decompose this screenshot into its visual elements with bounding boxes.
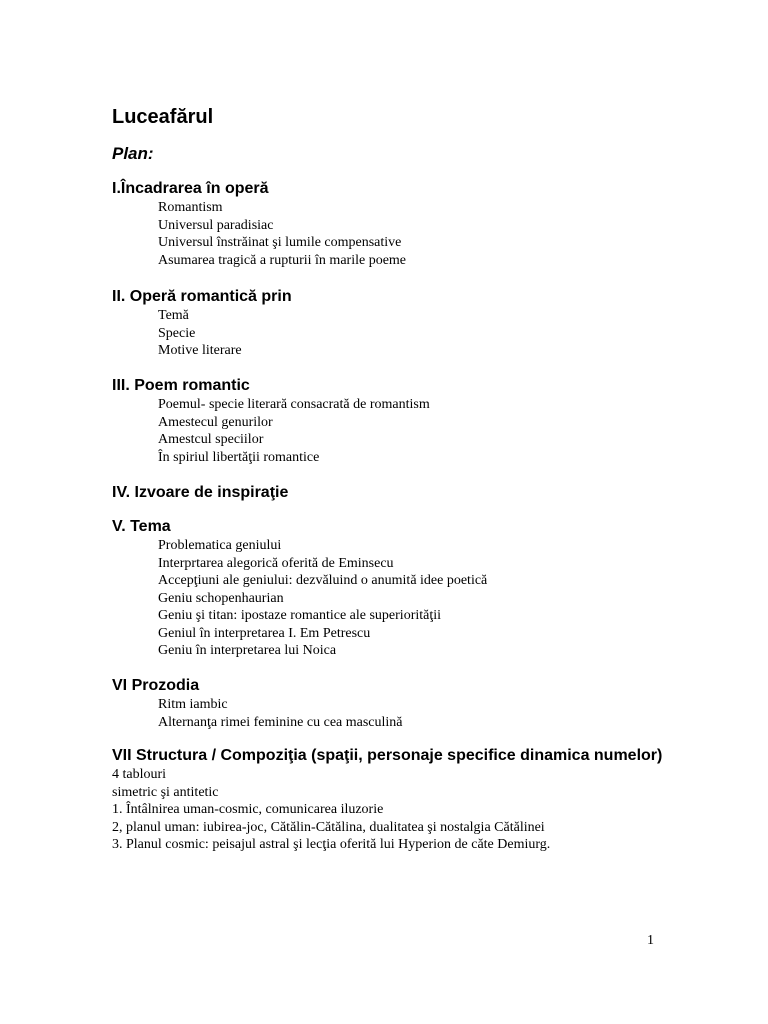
section-incadrarea: [112, 178, 672, 269]
section-tema: [112, 516, 672, 660]
section-heading: VII Structura / Compoziţia (spaţii, personaje specifice dinamica numelor): [112, 747, 663, 764]
list-item: Romantism: [158, 200, 223, 215]
list-item: Problematica geniului: [158, 538, 282, 553]
list-item: 2, planul uman: iubirea-joc, Cătălin-Cătălina, dualitatea şi nostalgia Cătălinei: [112, 819, 545, 835]
section-heading: III. Poem romantic: [112, 377, 250, 394]
list-item: Ritm iambic: [158, 697, 228, 712]
list-item: Universul înstrăinat şi lumile compensative: [158, 235, 402, 250]
section-item-list: [112, 696, 672, 731]
list-item: Universul paradisiac: [158, 217, 274, 233]
list-item: Interprtarea alegorică oferită de Eminsecu: [158, 555, 394, 571]
section-heading: IV. Izvoare de inspiraţie: [112, 484, 289, 501]
section-structura: [112, 745, 712, 854]
list-item: simetric şi antitetic: [112, 784, 219, 800]
list-item: Accepţiuni ale geniului: dezvăluind o anumită idee poetică: [158, 573, 488, 588]
page-number: 1: [647, 933, 654, 948]
section-heading: V. Tema: [112, 518, 171, 535]
list-item: Poemul- specie literară consacrată de romantism: [158, 397, 430, 412]
list-item: Amestcul speciilor: [158, 432, 264, 447]
list-item: Geniul în interpretarea I. Em Petrescu: [158, 625, 371, 641]
section-heading: II. Operă romantică prin: [112, 288, 292, 305]
section-poem-romantic: [112, 375, 672, 466]
list-item: 4 tablouri: [112, 767, 167, 782]
document-title: Luceafărul: [112, 106, 214, 128]
section-item-list: [112, 766, 712, 854]
list-item: 3. Planul cosmic: peisajul astral şi lecţia oferită lui Hyperion de căte Demiurg.: [112, 837, 551, 852]
section-item-list: [112, 396, 672, 466]
section-item-list: [112, 199, 672, 269]
list-item: Asumarea tragică a rupturii în marile poeme: [158, 252, 407, 268]
list-item: Alternanţa rimei feminine cu cea masculină: [158, 714, 403, 730]
section-heading: VI Prozodia: [112, 677, 200, 694]
list-item: Temă: [158, 308, 189, 323]
list-item: Geniu în interpretarea lui Noica: [158, 643, 337, 658]
section-item-list: [112, 307, 672, 360]
list-item: Specie: [158, 325, 196, 341]
list-item: Amestecul genurilor: [158, 414, 273, 430]
section-izvoare: [112, 482, 672, 503]
section-opera-romantica: [112, 286, 672, 360]
list-item: În spiriul libertăţii romantice: [158, 449, 320, 465]
plan-heading: Plan:: [112, 144, 154, 163]
list-item: Geniu schopenhaurian: [158, 590, 284, 606]
section-prozodia: [112, 675, 672, 731]
list-item: Geniu şi titan: ipostaze romantice ale superiorităţii: [158, 608, 442, 623]
section-item-list: [112, 537, 672, 660]
section-heading: I.Încadrarea în operă: [112, 180, 269, 197]
list-item: Motive literare: [158, 343, 242, 358]
list-item: 1. Întâlnirea uman-cosmic, comunicarea iluzorie: [112, 802, 384, 817]
